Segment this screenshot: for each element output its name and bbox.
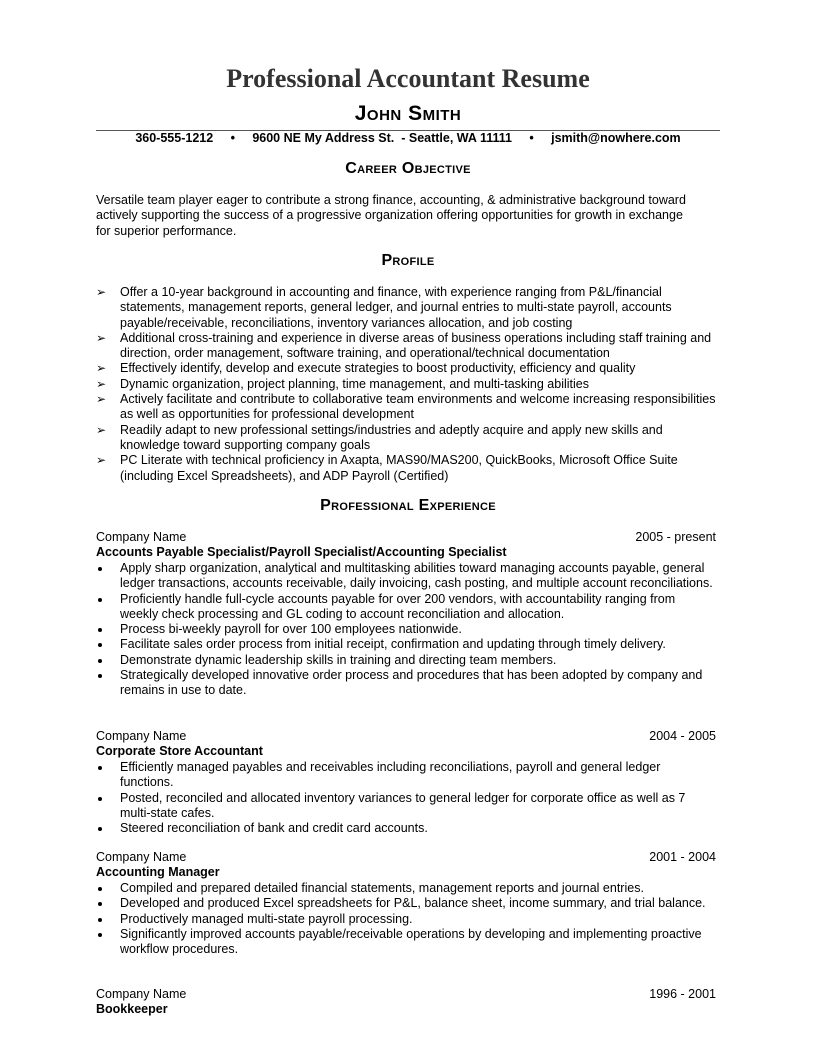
experience-heading: Professional Experience — [320, 497, 496, 514]
bullet-icon — [98, 933, 102, 937]
bullet-icon — [98, 766, 102, 770]
profile-heading: Profile — [381, 252, 435, 269]
job-header — [96, 729, 716, 744]
job-company: Company Name — [96, 530, 187, 544]
bullet-icon — [98, 643, 102, 647]
contact-separator: • — [230, 131, 235, 145]
job-company: Company Name — [96, 850, 187, 864]
profile-item: ➢ Additional cross-training and experience in diverse areas of business operations including staff training and direction, order management, software training, and operational/technical documentation — [96, 330, 712, 361]
profile-item: ➢ Actively facilitate and contribute to collaborative team environments and welcome increasing responsibilities as well as opportunities for professional development — [96, 392, 716, 422]
contact-email: jsmith@nowhere.com — [551, 131, 681, 145]
bullet-icon — [98, 598, 102, 602]
contact-address: 9600 NE My Address St. - Seattle, WA 11111 — [252, 131, 512, 145]
job-bullet: Demonstrate dynamic leadership skills in training and directing team members. — [96, 653, 716, 668]
bullet-icon — [98, 918, 102, 922]
job-header — [96, 850, 716, 865]
job-title: Corporate Store Accountant — [96, 744, 263, 758]
profile-item: ➢ Dynamic organization, project planning, time management, and multi-tasking abilities — [96, 376, 589, 391]
job-bullet: Strategically developed innovative order process and procedures that has been adopted by company and remains in use to date. — [96, 668, 716, 699]
arrow-bullet-icon: ➢ — [96, 361, 107, 376]
job-bullets — [96, 760, 716, 836]
bullet-icon — [98, 827, 102, 831]
bullet-icon — [98, 797, 102, 801]
job-bullets — [96, 881, 716, 957]
profile-item: ➢ Effectively identify, develop and execute strategies to boost productivity, efficiency and quality — [96, 361, 636, 376]
job-bullet: Apply sharp organization, analytical and multitasking abilities toward managing accounts payable, general ledger transactions, accounts receivable, daily invoicing, cash posting, and multiple account reconciliations. — [96, 561, 716, 592]
job-bullet: Process bi-weekly payroll for over 100 employees nationwide. — [96, 622, 716, 637]
contact-line — [96, 131, 720, 145]
arrow-bullet-icon: ➢ — [96, 422, 107, 437]
arrow-bullet-icon: ➢ — [96, 453, 107, 468]
job-bullet: Significantly improved accounts payable/receivable operations by developing and implementing proactive workflow procedures. — [96, 927, 716, 958]
bullet-icon — [98, 887, 102, 891]
bullet-icon — [98, 659, 102, 663]
profile-item: ➢ PC Literate with technical proficiency in Axapta, MAS90/MAS200, QuickBooks, Microsoft Office Suite (including Excel Spreadsheets), and ADP Payroll (Certified) — [96, 453, 678, 483]
job-bullet: Developed and produced Excel spreadsheets for P&L, balance sheet, income summary, and trial balance. — [96, 896, 716, 911]
arrow-bullet-icon: ➢ — [96, 285, 107, 299]
arrow-bullet-icon: ➢ — [96, 376, 107, 391]
job-dates: 2004 - 2005 — [649, 729, 716, 743]
career-objective-text: Versatile team player eager to contribute a strong finance, accounting, & administrative background toward actively supporting the success of a progressive organization offering opportunities for growth in exchange for superior performance. — [96, 193, 686, 238]
arrow-bullet-icon: ➢ — [96, 330, 107, 345]
bullet-icon — [98, 674, 102, 678]
job-header — [96, 987, 716, 1002]
job-title: Accounting Manager — [96, 865, 220, 879]
job-bullet: Posted, reconciled and allocated inventory variances to general ledger for corporate office as well as 7 multi-state cafes. — [96, 791, 716, 822]
bullet-icon — [98, 567, 102, 571]
job-company: Company Name — [96, 987, 187, 1001]
job-bullet: Efficiently managed payables and receivables including reconciliations, payroll and general ledger functions. — [96, 760, 716, 791]
job-bullet: Facilitate sales order process from initial receipt, confirmation and updating through timely delivery. — [96, 637, 716, 652]
job-bullet: Compiled and prepared detailed financial statements, management reports and journal entries. — [96, 881, 716, 896]
job-bullet: Steered reconciliation of bank and credit card accounts. — [96, 821, 716, 836]
contact-separator: • — [529, 131, 534, 145]
job-dates: 2005 - present — [635, 530, 716, 544]
job-bullets — [96, 561, 716, 699]
job-company: Company Name — [96, 729, 187, 743]
job-dates: 2001 - 2004 — [649, 850, 716, 864]
profile-item: ➢ Offer a 10-year background in accounting and finance, with experience ranging from P&L/financial statements, management reports, general ledger, and journal entries to multi-state payroll, accounts payable/receivable, reconciliations, inventory variances allocation, and job costing — [96, 285, 672, 330]
arrow-bullet-icon: ➢ — [96, 392, 107, 407]
bullet-icon — [98, 628, 102, 632]
job-dates: 1996 - 2001 — [649, 987, 716, 1001]
candidate-name: John Smith — [354, 102, 462, 125]
job-bullet: Proficiently handle full-cycle accounts payable for over 200 vendors, with accountability ranging from weekly check processing and GL coding to account reconciliation and allocation. — [96, 592, 716, 623]
job-title: Accounts Payable Specialist/Payroll Specialist/Accounting Specialist — [96, 545, 507, 559]
job-title: Bookkeeper — [96, 1002, 168, 1016]
career-objective-heading: Career Objective — [345, 160, 471, 177]
job-header — [96, 530, 716, 545]
job-bullet: Productively managed multi-state payroll processing. — [96, 912, 716, 927]
contact-phone: 360-555-1212 — [135, 131, 214, 145]
profile-list — [96, 285, 716, 484]
bullet-icon — [98, 902, 102, 906]
document-title: Professional Accountant Resume — [226, 64, 590, 93]
profile-item: ➢ Readily adapt to new professional settings/industries and adeptly acquire and apply new skills and knowledge toward supporting company goals — [96, 422, 663, 452]
